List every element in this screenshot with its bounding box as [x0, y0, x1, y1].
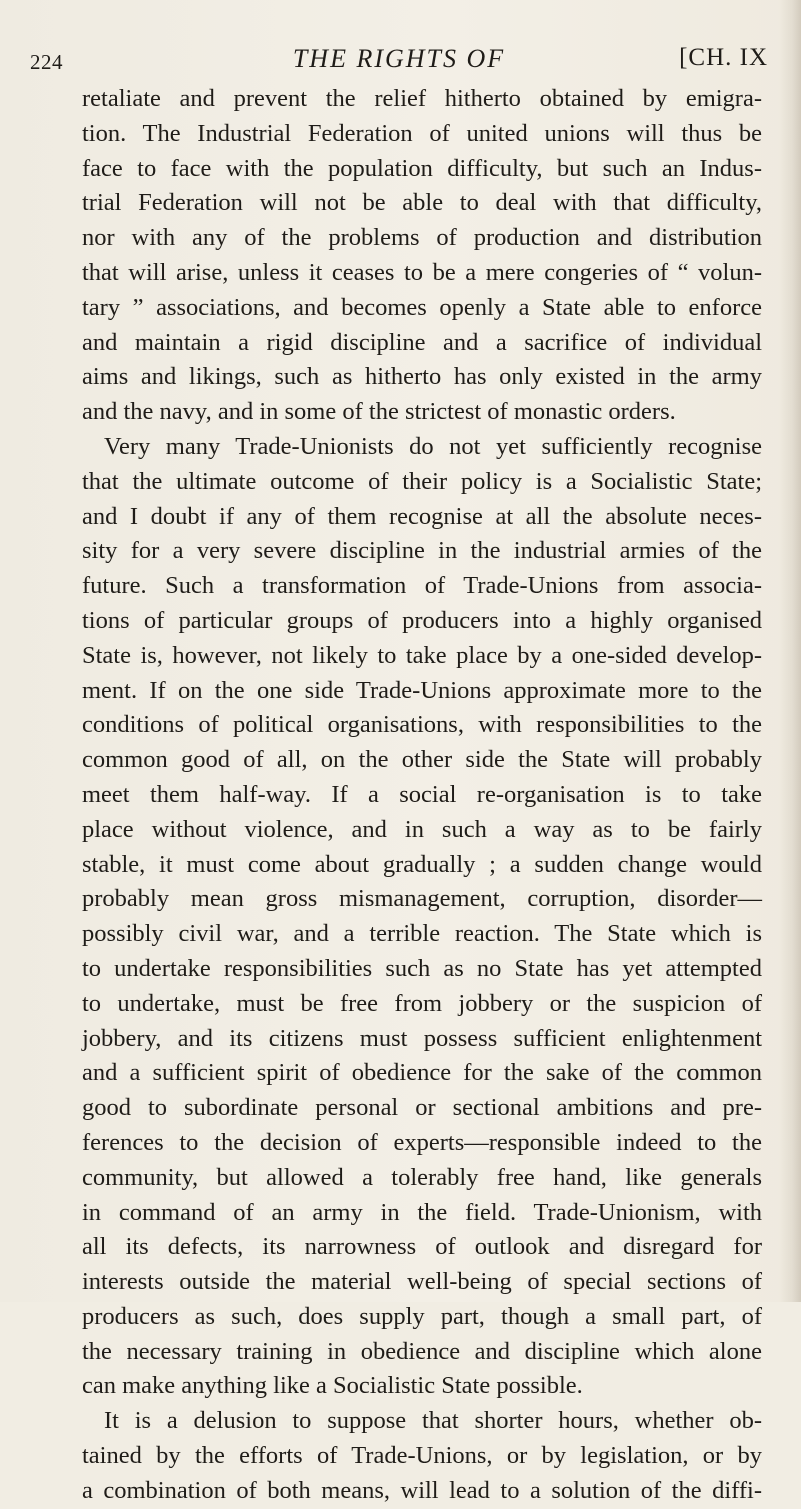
text-line: State is, however, not likely to take place by a one-sided develop-: [82, 641, 762, 669]
text-line: the necessary training in obedience and discipline which alone: [82, 1337, 762, 1365]
body-text: [82, 82, 762, 1509]
text-line: retaliate and prevent the relief hitherto obtained by emigra-: [82, 85, 762, 112]
text-line: good to subordinate personal or sectional ambitions and pre-: [82, 1094, 762, 1122]
text-line: and a sufficient spirit of obedience for the sake of the common: [82, 1059, 762, 1087]
text-line: probably mean gross mismanagement, corruption, disorder—: [82, 885, 762, 913]
text-line: jobbery, and its citizens must possess sufficient enlightenment: [82, 1024, 762, 1052]
text-line: tion. The Industrial Federation of united unions will thus be: [82, 119, 762, 147]
text-line: and the navy, and in some of the strictest of monastic orders.: [82, 398, 676, 426]
text-line: ferences to the decision of experts—responsible indeed to the: [82, 1128, 762, 1156]
text-line: to undertake responsibilities such as no State has yet attempted: [82, 954, 762, 982]
text-line: a combination of both means, will lead to a solution of the diffi-: [82, 1476, 762, 1504]
text-line: common good of all, on the other side the State will probably: [82, 746, 762, 774]
page-edge-shadow: [779, 0, 801, 1302]
text-line: nor with any of the problems of production and distribution: [82, 224, 762, 252]
text-line: and maintain a rigid discipline and a sacrifice of individual: [82, 328, 762, 356]
text-line: and I doubt if any of them recognise at all the absolute neces-: [82, 502, 762, 530]
text-line: possibly civil war, and a terrible reaction. The State which is: [82, 920, 762, 948]
text-line: that will arise, unless it ceases to be a mere congeries of “ volun-: [82, 258, 762, 286]
text-line: all its defects, its narrowness of outlook and disregard for: [82, 1233, 762, 1261]
text-line: sity for a very severe discipline in the industrial armies of the: [82, 537, 762, 565]
text-line: tions of particular groups of producers into a highly organised: [82, 606, 762, 634]
page-number: 224: [30, 50, 63, 74]
text-line: stable, it must come about gradually ; a sudden change would: [82, 850, 762, 878]
text-line: tary ” associations, and becomes openly a State able to enforce: [82, 293, 762, 321]
text-line: conditions of political organisations, with responsibilities to the: [82, 711, 762, 739]
text-line: trial Federation will not be able to deal with that difficulty,: [82, 189, 762, 217]
text-line: future. Such a transformation of Trade-Unions from associa-: [82, 572, 762, 600]
text-line: aims and likings, such as hitherto has only existed in the army: [82, 363, 762, 391]
text-line: to undertake, must be free from jobbery or the suspicion of: [82, 989, 762, 1017]
running-header: [30, 40, 768, 80]
text-line: Very many Trade-Unionists do not yet sufficiently recognise: [104, 432, 762, 460]
text-line: can make anything like a Socialistic State possible.: [82, 1372, 583, 1400]
text-line: in command of an army in the field. Trade-Unionism, with: [82, 1198, 762, 1226]
text-line: that the ultimate outcome of their policy is a Socialistic State;: [82, 467, 762, 495]
text-line: ment. If on the one side Trade-Unions approximate more to the: [82, 676, 762, 704]
text-line: meet them half-way. If a social re-organisation is to take: [82, 780, 762, 808]
running-title: THE RIGHTS OF: [292, 44, 506, 73]
text-line: It is a delusion to suppose that shorter hours, whether ob-: [104, 1407, 762, 1435]
text-line: face to face with the population difficulty, but such an Indus-: [82, 154, 762, 182]
chapter-label: [CH. IX: [679, 44, 768, 71]
text-line: tained by the efforts of Trade-Unions, or by legislation, or by: [82, 1442, 762, 1470]
text-line: producers as such, does supply part, though a small part, of: [82, 1302, 762, 1330]
text-line: community, but allowed a tolerably free hand, like generals: [82, 1163, 762, 1191]
text-line: interests outside the material well-being of special sections of: [82, 1268, 762, 1296]
text-line: place without violence, and in such a way as to be fairly: [82, 815, 762, 843]
